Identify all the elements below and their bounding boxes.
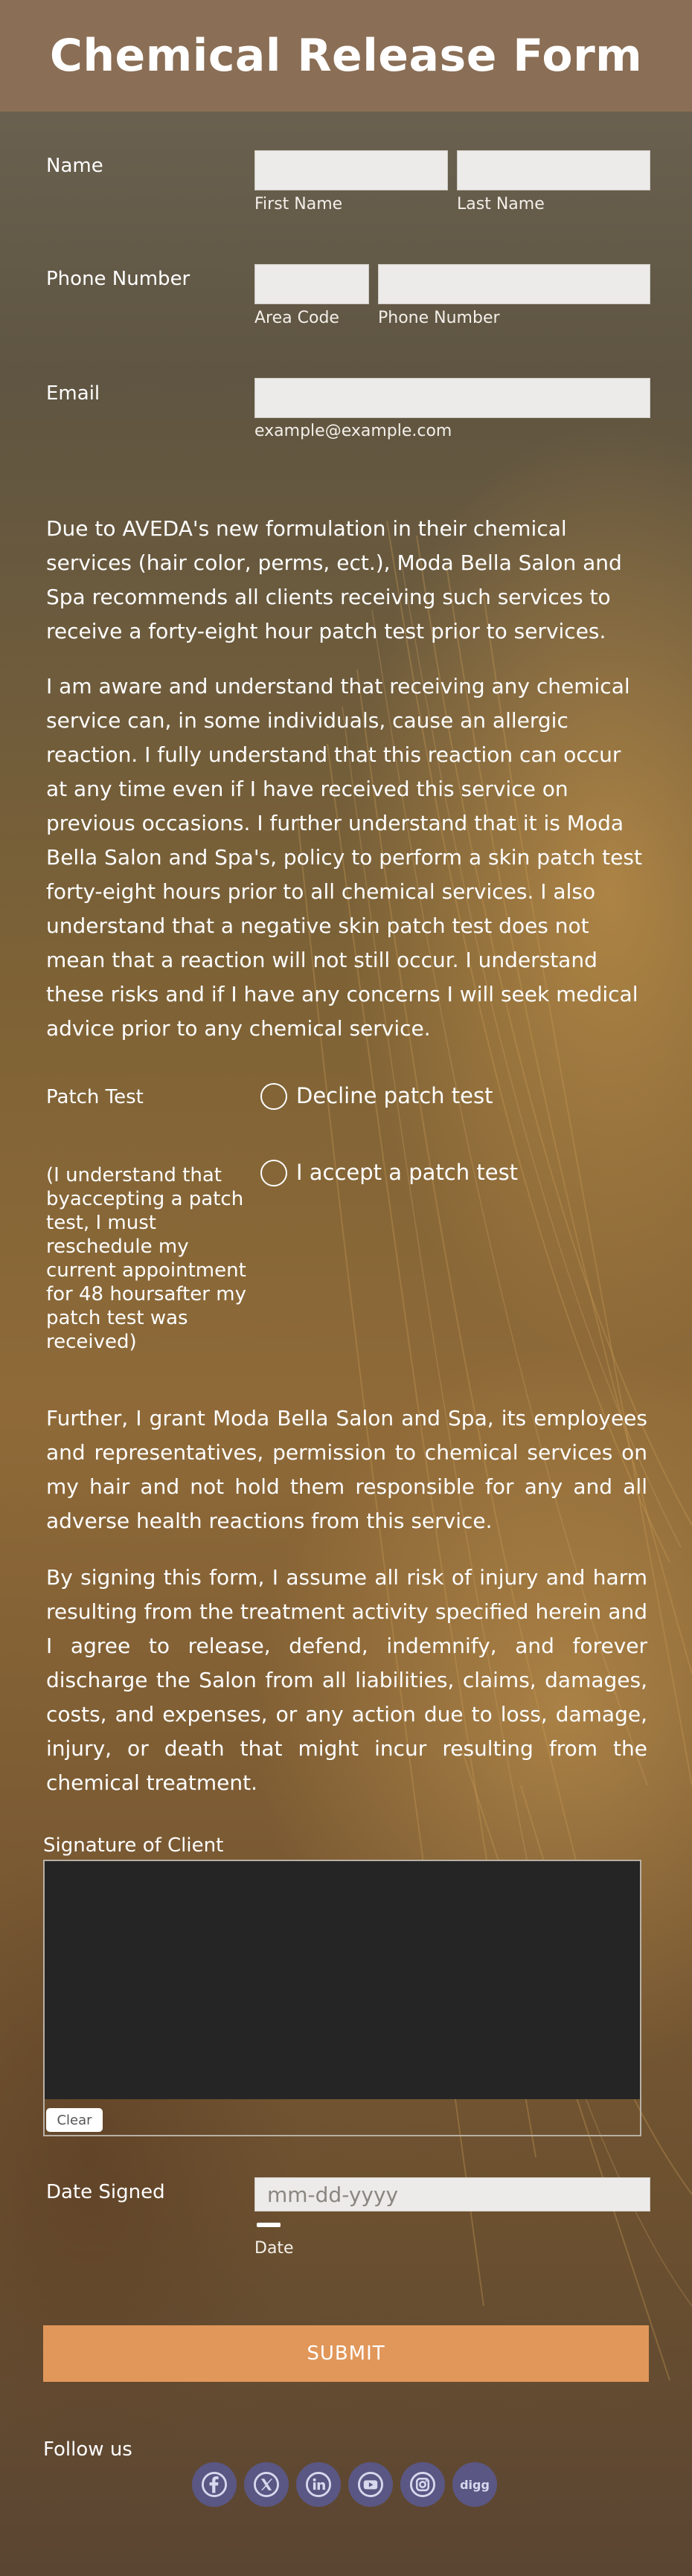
last-name-sublabel: Last Name: [457, 195, 545, 213]
follow-us-label: Follow us: [43, 2438, 132, 2461]
accept-patch-radio[interactable]: [260, 1160, 287, 1186]
digg-icon[interactable]: [452, 2462, 497, 2507]
phone-number-sublabel: Phone Number: [378, 309, 500, 327]
clear-signature-button[interactable]: Clear: [46, 2108, 103, 2132]
patch-test-note: (I understand that byaccepting a patch test, I must reschedule my current appointment for 48 hoursafter my patch test was received): [46, 1164, 246, 1353]
x-glyph: [254, 2472, 279, 2497]
accept-patch-label: I accept a patch test: [296, 1160, 519, 1185]
area-code-input[interactable]: [254, 264, 369, 304]
calendar-icon[interactable]: [257, 2223, 281, 2227]
form-title: Chemical Release Form: [49, 30, 643, 82]
form-header: [0, 0, 692, 112]
email-input[interactable]: [254, 378, 650, 418]
email-label: Email: [46, 382, 100, 405]
instagram-icon[interactable]: [400, 2462, 445, 2507]
date-input[interactable]: mm-dd-yyyy: [254, 2177, 650, 2212]
x-icon[interactable]: [244, 2462, 289, 2507]
release-paragraph-2: By signing this form, I assume all risk of injury and harm resulting from the treatment activity specified herein and I agree to release, defend, indemnify, and forever discharge the Salon from all liabilities, claims, damages, costs, and expenses, or any action due to loss, damage, injury, or death that might incur resulting from the chemical treatment.: [46, 1565, 647, 1795]
digg-text: digg: [460, 2477, 490, 2492]
last-name-input[interactable]: [457, 150, 650, 190]
signature-label: Signature of Client: [43, 1834, 224, 1857]
name-label: Name: [46, 155, 103, 177]
youtube-glyph: [358, 2472, 383, 2497]
decline-patch-radio[interactable]: [260, 1083, 287, 1110]
facebook-icon[interactable]: [192, 2462, 237, 2507]
area-code-sublabel: Area Code: [254, 309, 339, 327]
signature-pad[interactable]: [45, 1861, 640, 2099]
submit-button[interactable]: SUBMIT: [43, 2325, 649, 2382]
linkedin-icon[interactable]: [296, 2462, 341, 2507]
phone-number-input[interactable]: [378, 264, 650, 304]
decline-patch-label: Decline patch test: [296, 1083, 493, 1108]
date-signed-label: Date Signed: [46, 2181, 165, 2203]
first-name-sublabel: First Name: [254, 195, 343, 213]
signature-field: [43, 1860, 641, 2136]
youtube-icon[interactable]: [348, 2462, 393, 2507]
first-name-input[interactable]: [254, 150, 448, 190]
phone-label: Phone Number: [46, 268, 190, 290]
instagram-glyph: [410, 2472, 435, 2497]
email-sublabel: example@example.com: [254, 422, 452, 440]
linkedin-glyph: [306, 2472, 331, 2497]
patch-test-label: Patch Test: [46, 1086, 144, 1108]
release-paragraph-1: Further, I grant Moda Bella Salon and Spa, its employees and representatives, permission to chemical services on my hair and not hold them responsible for any and all adverse health reactions from this service.: [46, 1406, 647, 1533]
date-sublabel: Date: [254, 2239, 294, 2258]
intro-paragraph-1: Due to AVEDA's new formulation in their chemical services (hair color, perms, ect.), Moda Bella Salon and Spa recommends all clients receiving such services to receive a forty-eight hour patch test prior to services.: [46, 516, 622, 643]
facebook-glyph: [202, 2472, 227, 2497]
intro-paragraph-2: I am aware and understand that receiving any chemical service can, in some individuals, cause an allergic reaction. I fully understand that this reaction can occur at any time even if I have received this service on previous occasions. I further understand that it is Moda Bella Salon and Spa's, policy to perform a skin patch test forty-eight hours prior to all chemical services. I also understand that a negative skin patch test does not mean that a reaction will not still occur. I understand these risks and if I have any concerns I will seek medical advice prior to any chemical service.: [46, 674, 642, 1041]
